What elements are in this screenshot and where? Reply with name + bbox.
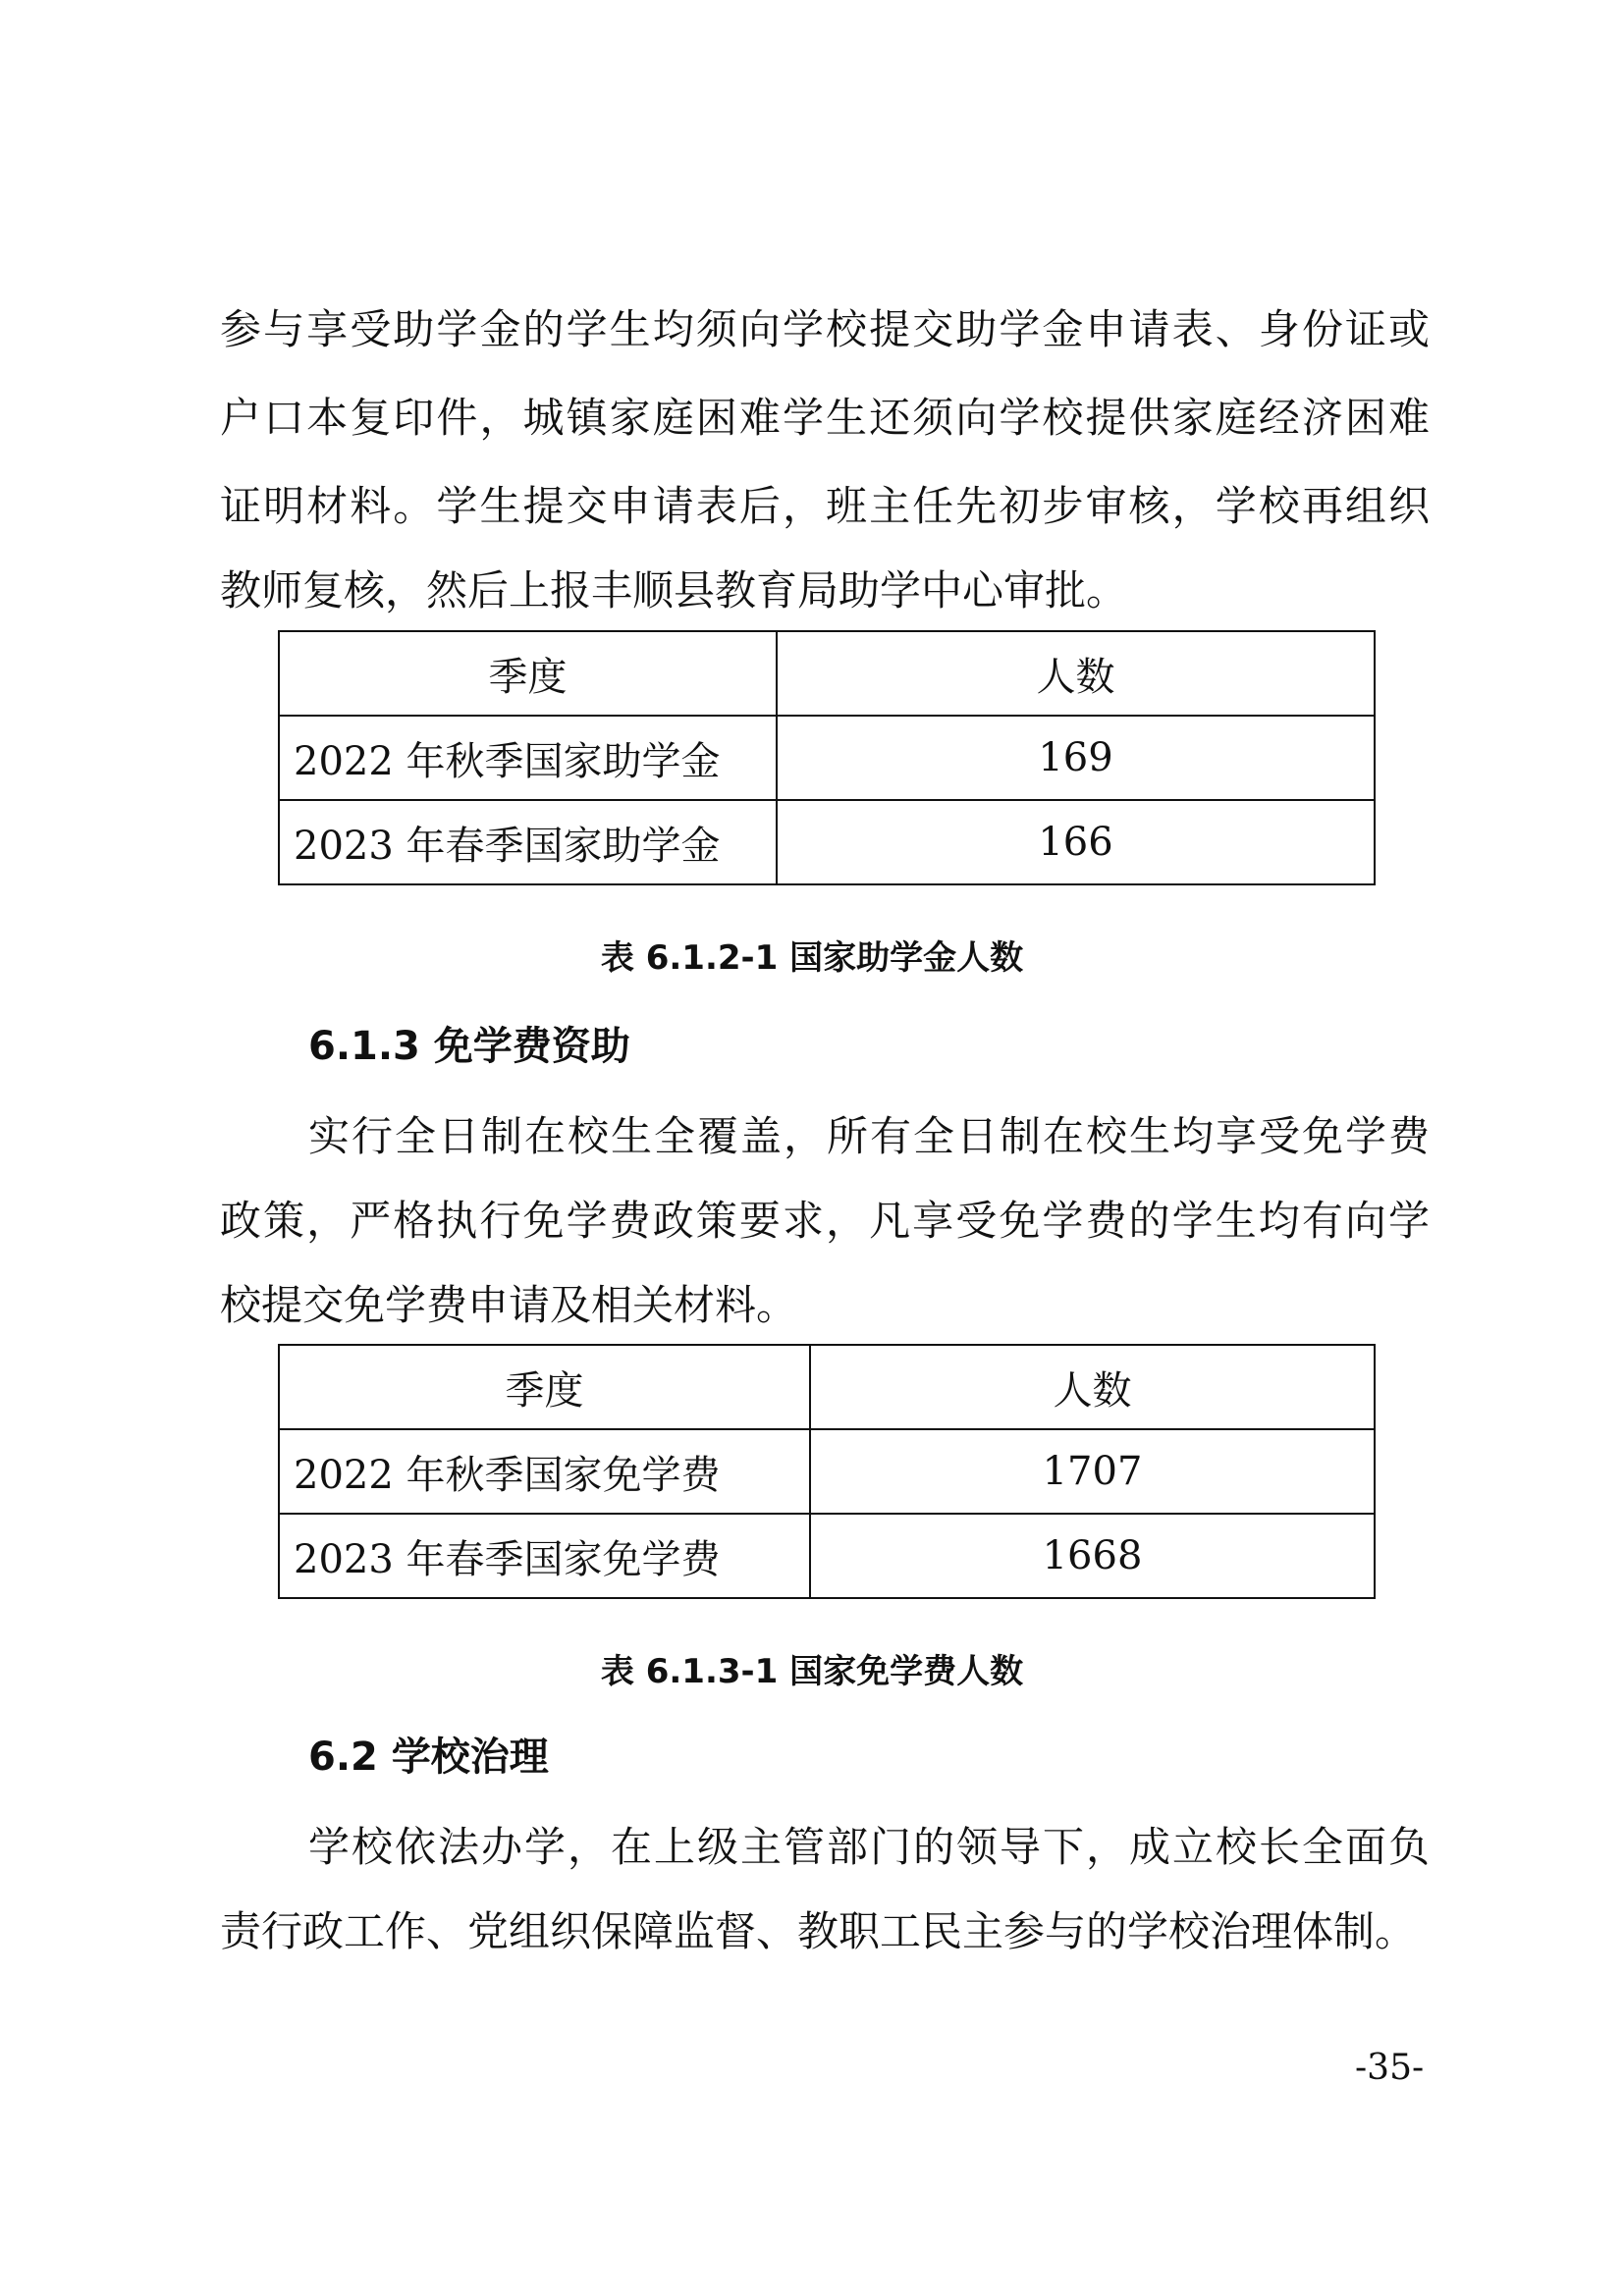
paragraph-line: 政策，严格执行免学费政策要求，凡享受免学费的学生均有向学 [220, 1197, 1430, 1245]
table-cell-term: 2023 年春季国家助学金 [279, 800, 777, 884]
table-header-cell: 季度 [279, 631, 777, 716]
paragraph-line: 户口本复印件，城镇家庭困难学生还须向学校提供家庭经济困难 [220, 394, 1430, 442]
table-header-row [279, 631, 1375, 716]
table-header-row [279, 1345, 1375, 1429]
table-header-cell: 人数 [810, 1345, 1375, 1429]
table-cell-count: 1707 [810, 1429, 1375, 1514]
paragraph-line: 学校依法办学，在上级主管部门的领导下，成立校长全面负 [308, 1823, 1430, 1871]
table-cell-count: 166 [777, 800, 1375, 884]
table-cell-count: 1668 [810, 1514, 1375, 1598]
table-header-cell: 人数 [777, 631, 1375, 716]
grant-count-table [278, 630, 1376, 885]
table-caption: 表 6.1.2-1 国家助学金人数 [600, 938, 1024, 978]
paragraph-line: 参与享受助学金的学生均须向学校提交助学金申请表、身份证或 [220, 305, 1430, 353]
paragraph-line: 教师复核，然后上报丰顺县教育局助学中心审批。 [220, 566, 1128, 614]
table-caption: 表 6.1.3-1 国家免学费人数 [600, 1652, 1024, 1691]
paragraph-line: 实行全日制在校生全覆盖，所有全日制在校生均享受免学费 [308, 1112, 1430, 1160]
tuition-exemption-table [278, 1344, 1376, 1599]
paragraph-line: 证明材料。学生提交申请表后，班主任先初步审核，学校再组织 [220, 482, 1430, 530]
table-row [279, 1514, 1375, 1598]
paragraph-line: 责行政工作、党组织保障监督、教职工民主参与的学校治理体制。 [220, 1907, 1417, 1955]
table-row [279, 716, 1375, 800]
table-row [279, 800, 1375, 884]
section-heading: 6.1.3 免学费资助 [308, 1024, 630, 1069]
section-heading: 6.2 学校治理 [308, 1735, 549, 1780]
table-row [279, 1429, 1375, 1514]
table-cell-count: 169 [777, 716, 1375, 800]
table-cell-term: 2023 年春季国家免学费 [279, 1514, 810, 1598]
page-number: -35- [1355, 2048, 1425, 2088]
table-cell-term: 2022 年秋季国家免学费 [279, 1429, 810, 1514]
table-cell-term: 2022 年秋季国家助学金 [279, 716, 777, 800]
table-header-cell: 季度 [279, 1345, 810, 1429]
paragraph-line: 校提交免学费申请及相关材料。 [220, 1281, 798, 1329]
